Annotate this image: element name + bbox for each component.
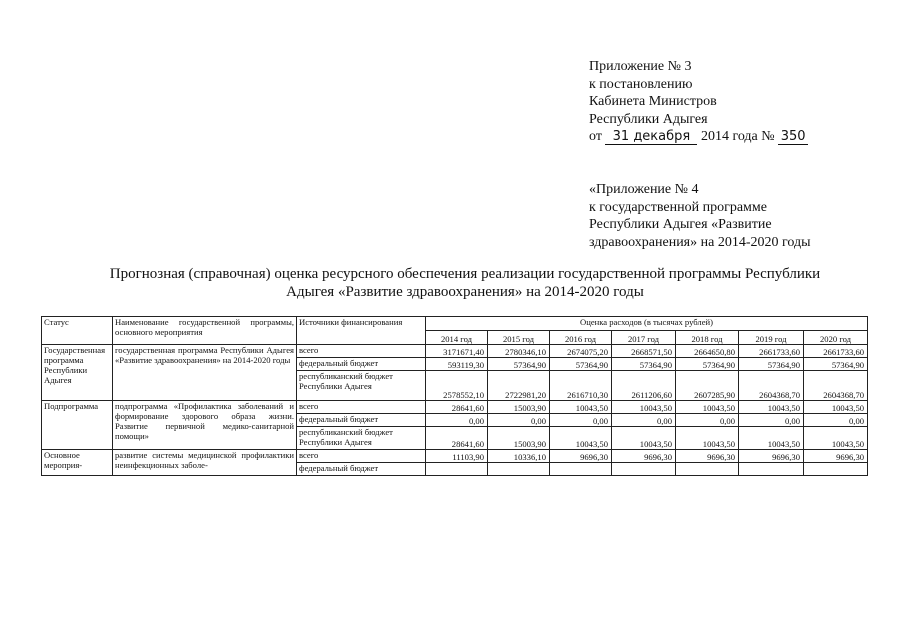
value-cell: 9696,30: [612, 450, 676, 463]
value-cell: 0,00: [612, 414, 676, 427]
value-cell: 0,00: [488, 414, 550, 427]
appendix4-line1: «Приложение № 4: [589, 182, 699, 197]
source-cell: всего: [297, 401, 426, 414]
value-cell: 10043,50: [550, 427, 612, 450]
document-title: [70, 265, 860, 301]
appendix4-line2: к государственной программе: [589, 199, 767, 215]
value-cell: [488, 463, 550, 476]
appendix3-line4: Республики Адыгея: [589, 111, 708, 127]
value-cell: 57364,90: [488, 358, 550, 371]
appendix3-line3: Кабинета Министров: [589, 94, 717, 109]
status-cell: Основное мероприя-: [42, 450, 113, 476]
appendix3-block: [589, 58, 808, 146]
value-cell: 593119,30: [426, 358, 488, 371]
header-year: 2015 год: [488, 331, 550, 345]
value-cell: 0,00: [676, 414, 739, 427]
value-cell: 57364,90: [676, 358, 739, 371]
header-year: 2018 год: [676, 331, 739, 345]
program-name-cell: государственная программа Республики Адыгея «Развитие здравоохранения» на 2014-2020 годы: [113, 345, 297, 401]
value-cell: 2604368,70: [804, 371, 868, 401]
status-cell: Подпрограмма: [42, 401, 113, 450]
value-cell: 9696,30: [550, 450, 612, 463]
value-cell: 2668571,50: [612, 345, 676, 358]
value-cell: 28641,60: [426, 427, 488, 450]
value-cell: 0,00: [426, 414, 488, 427]
table-row: [42, 450, 868, 463]
title-line2: Адыгея «Развитие здравоохранения» на 2014-2020 годы: [286, 284, 644, 300]
source-cell: всего: [297, 345, 426, 358]
title-line1: Прогнозная (справочная) оценка ресурсного обеспечения реализации государственной программы Республики: [109, 266, 821, 282]
appendix4-line3: Республики Адыгея «Развитие: [589, 217, 772, 232]
date-value: 31 декабря: [605, 130, 697, 145]
header-estimate: Оценка расходов (в тысячах рублей): [426, 317, 868, 331]
value-cell: 10043,50: [739, 427, 804, 450]
value-cell: [739, 463, 804, 476]
value-cell: 2780346,10: [488, 345, 550, 358]
value-cell: 2661733,60: [739, 345, 804, 358]
value-cell: 28641,60: [426, 401, 488, 414]
header-year: 2016 год: [550, 331, 612, 345]
value-cell: 0,00: [804, 414, 868, 427]
table-row: [42, 345, 868, 358]
value-cell: 2661733,60: [804, 345, 868, 358]
value-cell: 10043,50: [612, 401, 676, 414]
source-cell: республиканский бюджет Республики Адыгея: [297, 371, 426, 401]
value-cell: 0,00: [550, 414, 612, 427]
value-cell: 2722981,20: [488, 371, 550, 401]
appendix3-line2: к постановлению: [589, 76, 693, 92]
value-cell: 10043,50: [612, 427, 676, 450]
header-name: Наименование государственной программы, основного мероприятия: [113, 317, 297, 345]
value-cell: 10043,50: [804, 401, 868, 414]
date-middle: 2014 года №: [700, 129, 775, 144]
value-cell: 2604368,70: [739, 371, 804, 401]
value-cell: 11103,90: [426, 450, 488, 463]
value-cell: 10336,10: [488, 450, 550, 463]
value-cell: 15003,90: [488, 401, 550, 414]
appendix4-line4: здравоохранения» на 2014-2020 годы: [589, 234, 811, 250]
document-number: 350: [778, 130, 808, 145]
value-cell: 10043,50: [676, 401, 739, 414]
value-cell: [804, 463, 868, 476]
value-cell: 10043,50: [739, 401, 804, 414]
value-cell: 10043,50: [676, 427, 739, 450]
program-name-cell: подпрограмма «Профилактика заболеваний и формирование здорового образа жизни. Развитие первичной медико-санитарной помощи»: [113, 401, 297, 450]
header-source: Источники финансирования: [297, 317, 426, 345]
source-cell: всего: [297, 450, 426, 463]
source-cell: федеральный бюджет: [297, 414, 426, 427]
value-cell: [612, 463, 676, 476]
value-cell: 57364,90: [612, 358, 676, 371]
value-cell: [676, 463, 739, 476]
resource-table: [41, 316, 868, 476]
value-cell: 3171671,40: [426, 345, 488, 358]
source-cell: федеральный бюджет: [297, 358, 426, 371]
value-cell: [550, 463, 612, 476]
appendix3-date-line: [589, 128, 808, 146]
value-cell: 2607285,90: [676, 371, 739, 401]
source-cell: республиканский бюджет Республики Адыгея: [297, 427, 426, 450]
value-cell: 2616710,30: [550, 371, 612, 401]
appendix3-line1: Приложение № 3: [589, 59, 692, 74]
value-cell: 57364,90: [739, 358, 804, 371]
header-year: 2014 год: [426, 331, 488, 345]
table-row: [42, 401, 868, 414]
header-year: 2020 год: [804, 331, 868, 345]
value-cell: 9696,30: [676, 450, 739, 463]
status-cell: Государственная программа Республики Адыгея: [42, 345, 113, 401]
value-cell: 2611206,60: [612, 371, 676, 401]
value-cell: 15003,90: [488, 427, 550, 450]
value-cell: 0,00: [739, 414, 804, 427]
header-status: Статус: [42, 317, 113, 345]
appendix4-block: [589, 181, 811, 251]
value-cell: 2674075,20: [550, 345, 612, 358]
program-name-cell: развитие системы медицинской профилактики неинфекционных заболе-: [113, 450, 297, 476]
value-cell: 10043,50: [804, 427, 868, 450]
value-cell: [426, 463, 488, 476]
value-cell: 9696,30: [739, 450, 804, 463]
value-cell: 10043,50: [550, 401, 612, 414]
source-cell: федеральный бюджет: [297, 463, 426, 476]
header-year: 2019 год: [739, 331, 804, 345]
value-cell: 9696,30: [804, 450, 868, 463]
value-cell: 2664650,80: [676, 345, 739, 358]
value-cell: 2578552,10: [426, 371, 488, 401]
value-cell: 57364,90: [804, 358, 868, 371]
date-prefix: от: [589, 129, 602, 144]
header-year: 2017 год: [612, 331, 676, 345]
value-cell: 57364,90: [550, 358, 612, 371]
